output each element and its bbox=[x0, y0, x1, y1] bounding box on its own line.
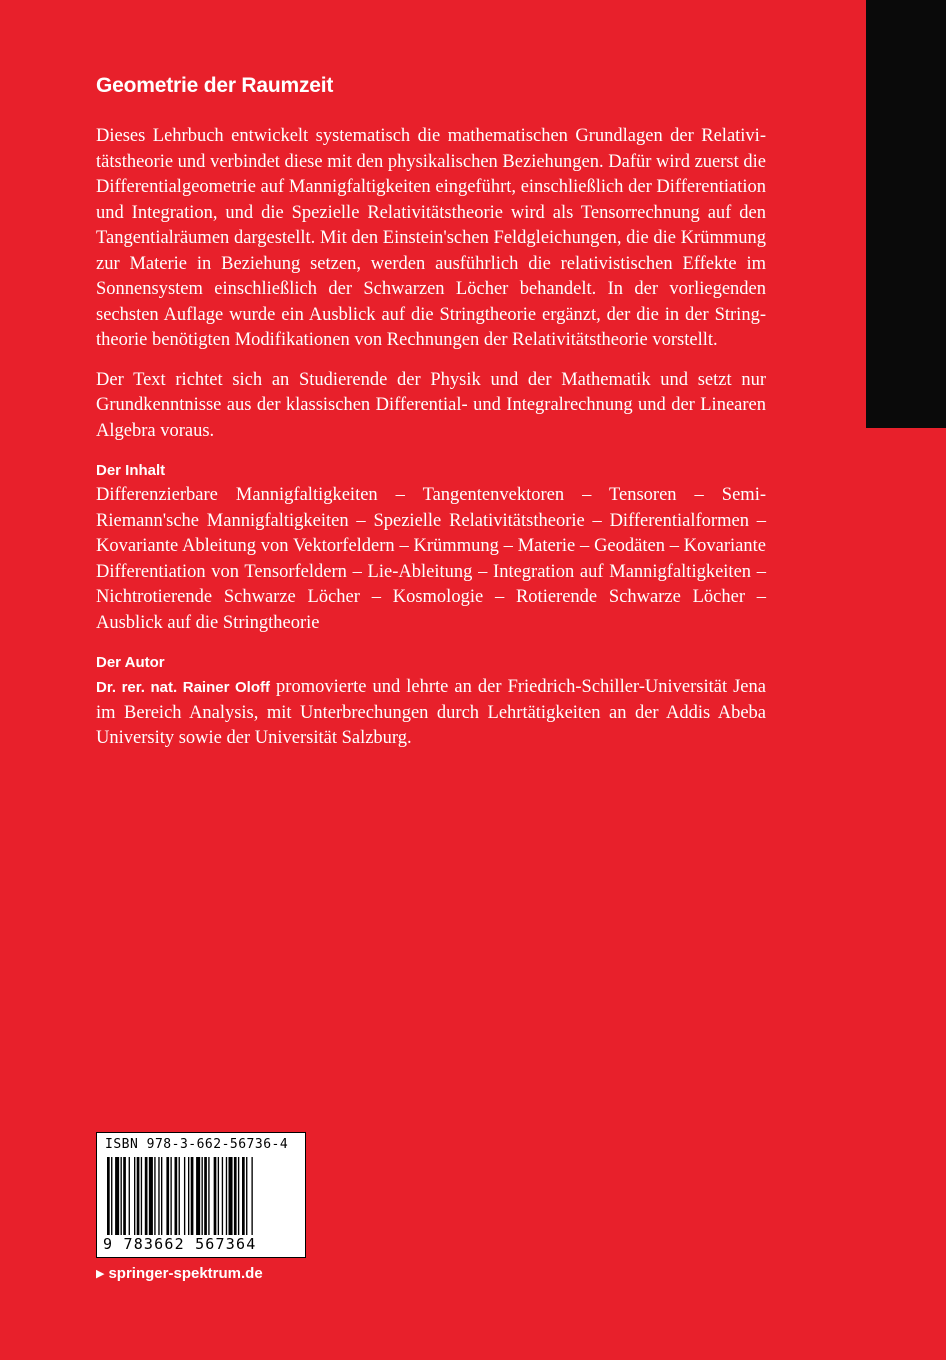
website-label: springer-spektrum.de bbox=[108, 1265, 263, 1282]
contents-heading: Der Inhalt bbox=[96, 462, 166, 479]
ean-digits: 9 783662 567364 bbox=[103, 1235, 257, 1253]
description-paragraph: Dieses Lehrbuch entwickelt systematisch die mathematischen Grundlagen der Relativitätstheorie und verbindet diese mit den physikalischen Beziehungen. Dafür wird zuerst die Differentialgeometrie auf Mannigfaltigkeiten eingeführt, einschließlich der Differentiation und Integration, und die Spezielle Relativitätstheorie wird als Tensorrechnung auf den Tangentialräumen dargestellt. Mit den Einstein'schen Feldgleichungen, die die Krümmung zur Materie in Beziehung setzen, werden ausführlich die relativistischen Effekte im Sonnensystem einschließlich der Schwarzen Löcher behandelt. In der vorliegenden sechsten Auflage wurde ein Ausblick auf die Stringtheorie ergänzt, der die in der Stringtheorie benötigten Modifikationen von Rechnungen der Relativitätstheorie vorstellt. bbox=[96, 126, 766, 350]
author-name: Dr. rer. nat. Rainer Oloff bbox=[96, 679, 271, 696]
isbn-barcode bbox=[96, 1132, 306, 1258]
audience-paragraph: Der Text richtet sich an Studierende der Physik und der Mathematik und setzt nur Grundkenntnisse aus der klassischen Differential- und Integralrechnung und der Linearen Algebra voraus. bbox=[96, 369, 766, 441]
book-title: Geometrie der Raumzeit bbox=[96, 74, 334, 97]
author-bio bbox=[96, 675, 766, 752]
isbn-label: ISBN 978-3-662-56736-4 bbox=[105, 1137, 289, 1152]
back-cover-content bbox=[96, 74, 766, 766]
contents-text: Differenzierbare Mannigfaltigkeiten – Tangentenvektoren – Tensoren – Semi-Riemann'sche Mannigfaltigkeiten – Spezielle Relativitätstheorie – Differentialformen – Kovariante Ableitung von Vektorfeldern – Krümmung – Materie – Geodäten – Kovariante Differentiation von Tensorfeldern – Lie-Ableitung – Integration auf Mannigfaltigkeiten – Nichtrotierende Schwarze Löcher – Kosmologie – Rotierende Schwarze Löcher – Ausblick auf die Stringtheorie bbox=[96, 485, 766, 633]
arrow-right-icon: ▶ bbox=[96, 1268, 105, 1280]
publisher-website[interactable] bbox=[96, 1265, 263, 1282]
author-bio-text: promovierte und lehrte an der Friedrich-Schiller-Universität Jena im Bereich Analysis, mit Unterbrechungen durch Lehrtätigkeiten an der Addis Abeba University sowie der Universität Salzburg. bbox=[96, 677, 766, 748]
author-heading: Der Autor bbox=[96, 654, 165, 671]
barcode-bars bbox=[101, 1157, 301, 1235]
black-spine-bar bbox=[866, 0, 946, 428]
